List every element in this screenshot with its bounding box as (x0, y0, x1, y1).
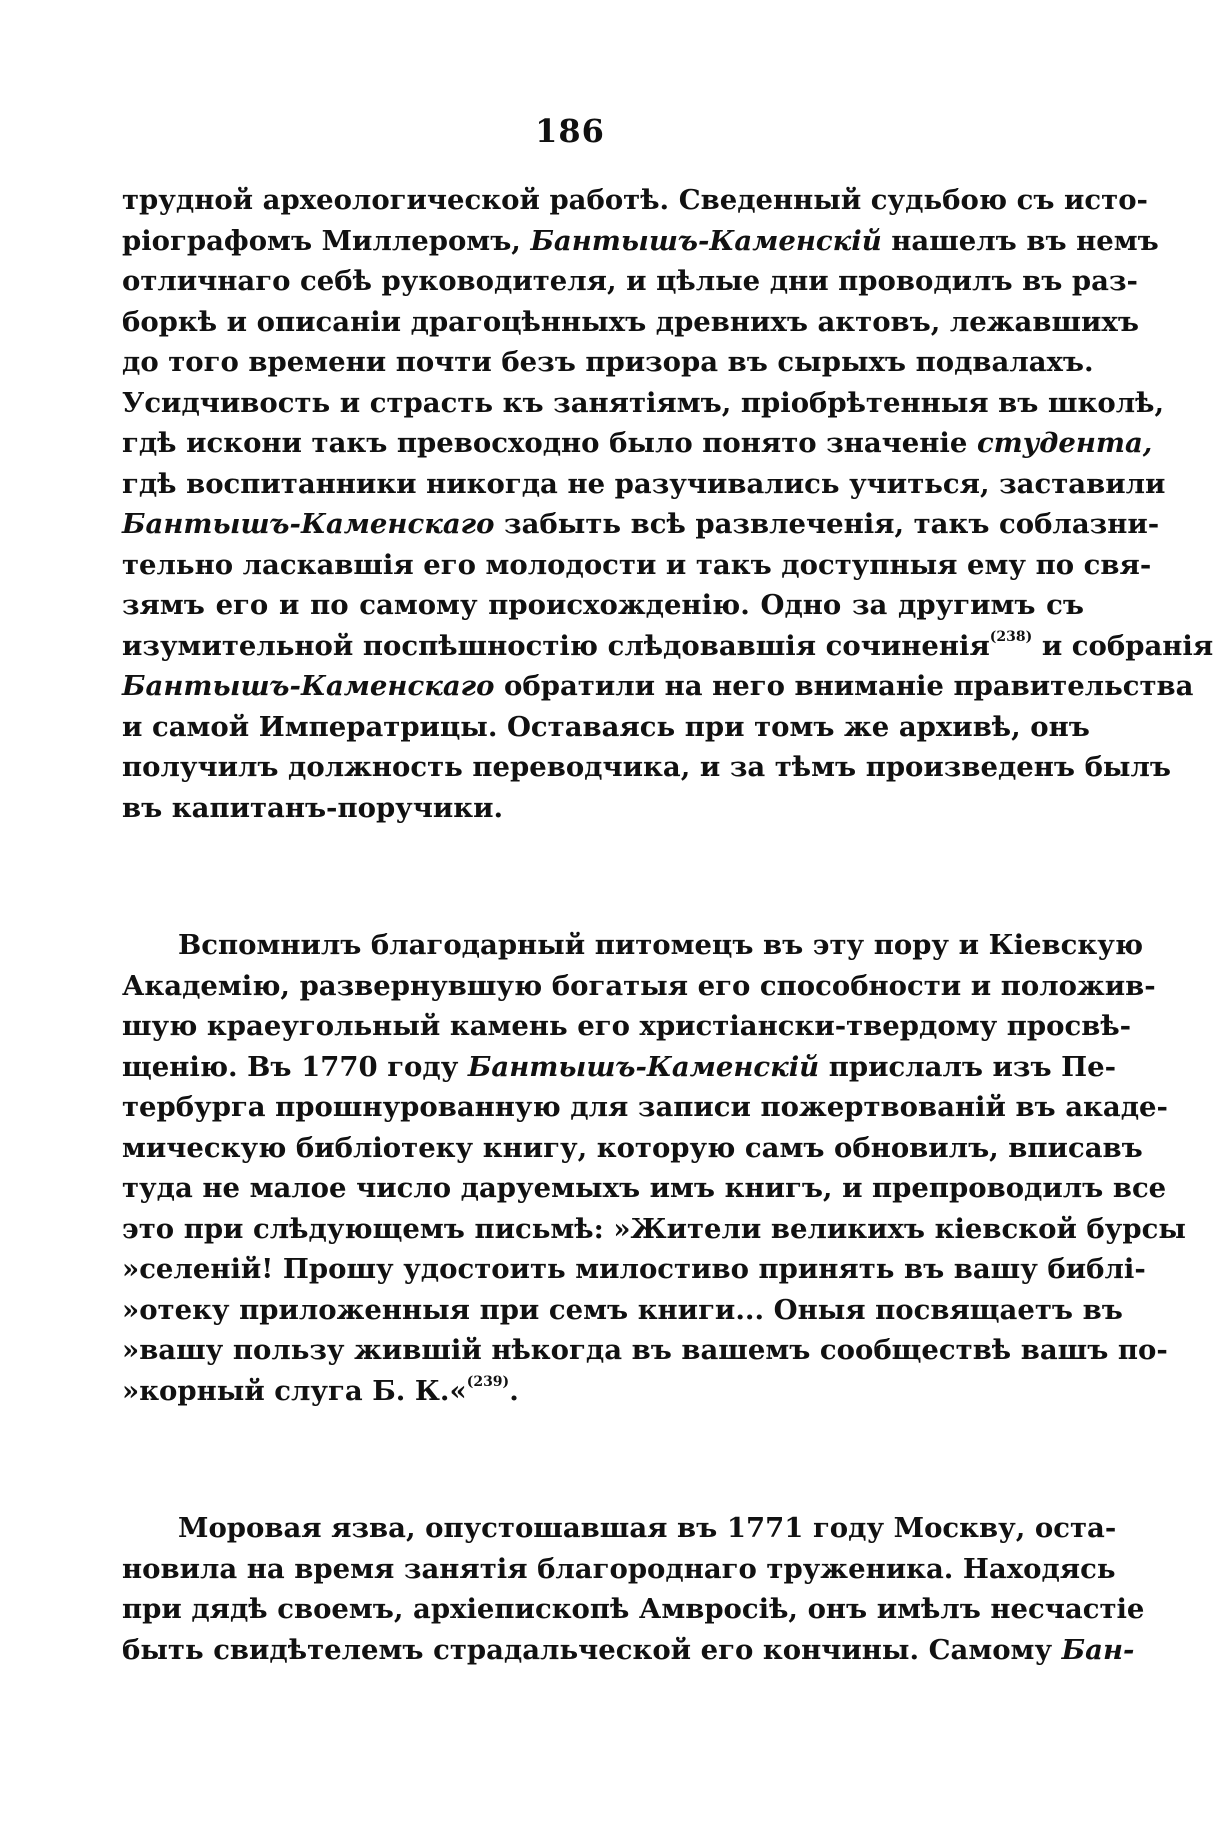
text-line: новила на время занятія благороднаго труженика. Находясь (122, 1552, 1116, 1585)
paragraph-1 (122, 180, 1213, 828)
text-line: это при слѣдующемъ письмѣ: »Жители великихъ кіевской бурсы (122, 1212, 1186, 1245)
text-line: отличнаго себѣ руководителя, и цѣлые дни проводилъ въ раз- (122, 265, 1138, 297)
text-line: изумительной поспѣшностію слѣдовавшія сочиненія$^{(238)}$ и собранія (122, 628, 1213, 662)
text-line: трудной археологической работѣ. Сведенный судьбою съ исто- (122, 184, 1148, 216)
text-line: получилъ должность переводчика, и за тѣмъ произведенъ былъ (122, 751, 1171, 783)
text-line: Вспомнилъ благодарный питомецъ въ эту пору и Кіевскую (178, 929, 1144, 961)
italic-text: студента, (976, 427, 1153, 459)
italic-text: Бантышъ-Каменскій (530, 224, 882, 257)
text-line: щенію. Въ 1770 году Бантышъ-Каменскій прислалъ изъ Пе- (122, 1050, 1117, 1083)
text-line: зямъ его и по самому происхожденію. Одно за другимъ съ (122, 589, 1084, 621)
text-line: тербурга прошнурованную для записи пожертвованій въ акаде- (122, 1091, 1168, 1123)
italic-text: Бантышъ-Каменскаго (122, 670, 495, 702)
text-line: шую краеугольный камень его христіански-твердому просвѣ- (122, 1010, 1132, 1042)
text-line: Моровая язва, опустошавшая въ 1771 году Москву, оста- (178, 1512, 1117, 1544)
text-line: Академію, развернувшую богатыя его способности и положив- (122, 969, 1156, 1002)
text-line: »селеній! Прошу удостоить милостиво принять въ вашу библі- (122, 1253, 1146, 1285)
footnote-ref: (238) (989, 628, 1033, 645)
paragraph-3 (122, 1508, 1145, 1670)
text-line: при дядѣ своемъ, архіепископѣ Амвросіѣ, онъ имѣлъ несчастіе (122, 1593, 1145, 1625)
text-line: Усидчивость и страсть къ занятіямъ, пріобрѣтенныя въ школѣ, (122, 386, 1165, 419)
text-line: »отеку приложенныя при семъ книги... Оныя посвящаетъ въ (122, 1293, 1123, 1326)
text-line: ріографомъ Миллеромъ, Бантышъ-Каменскій нашелъ въ немъ (122, 224, 1159, 257)
text-line: »корный слуга Б. К.«$^{(239)}$. (122, 1373, 519, 1407)
text-line: до того времени почти безъ призора въ сырыхъ подвалахъ. (122, 346, 1094, 378)
italic-text: Бан- (1061, 1633, 1135, 1666)
text-line: быть свидѣтелемъ страдальческой его кончины. Самому Бан- (122, 1633, 1135, 1666)
text-line: Бантышъ-Каменскаго обратили на него вниманіе правительства (122, 670, 1194, 702)
text-line: туда не малое число даруемыхъ имъ книгъ, и препроводилъ все (122, 1172, 1167, 1204)
text-line: въ капитанъ-поручики. (122, 791, 504, 824)
italic-text: Бантышъ-Каменскій (467, 1050, 820, 1083)
page-number: 186 (535, 112, 605, 150)
text-line: и самой Императрицы. Оставаясь при томъ же архивѣ, онъ (122, 710, 1090, 743)
text-line: гдѣ воспитанники никогда не разучивались учиться, заставили (122, 467, 1166, 500)
paragraph-2 (122, 925, 1186, 1411)
text-line: Бантышъ-Каменскаго забыть всѣ развлеченія, такъ соблазни- (122, 508, 1160, 540)
text-line: »вашу пользу жившій нѣкогда въ вашемъ сообществѣ вашъ по- (122, 1334, 1168, 1366)
text-line: боркѣ и описаніи драгоцѣнныхъ древнихъ актовъ, лежавшихъ (122, 305, 1139, 338)
italic-text: Бантышъ-Каменскаго (122, 508, 495, 540)
text-line: мическую библіотеку книгу, которую самъ обновилъ, вписавъ (122, 1131, 1143, 1164)
footnote-ref: (239) (466, 1373, 510, 1390)
text-line: гдѣ искони такъ превосходно было понято значеніе студента, (122, 427, 1153, 459)
text-line: тельно ласкавшія его молодости и такъ доступныя ему по свя- (122, 548, 1152, 581)
